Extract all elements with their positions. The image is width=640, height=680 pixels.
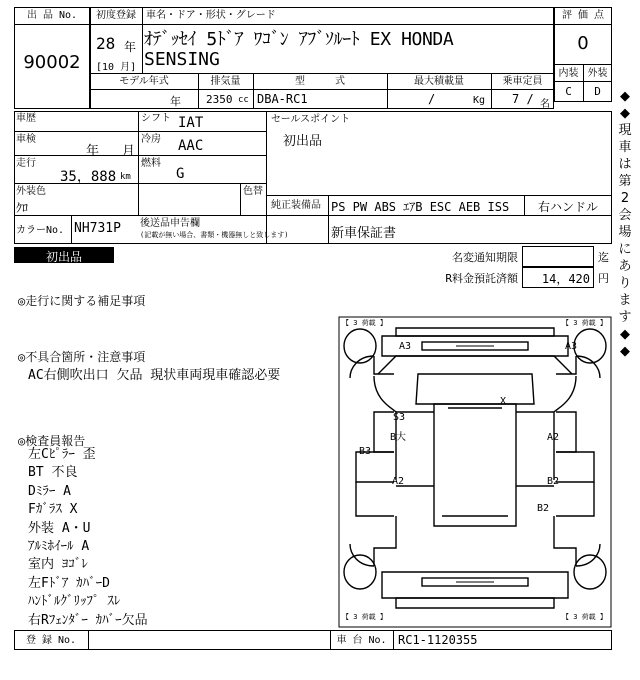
inspector-heading: ◎検査員報告 [18, 434, 86, 448]
lot-number: 90002 [23, 52, 81, 73]
car-damage-diagram [338, 316, 612, 628]
fuel-label: 燃料 [141, 158, 161, 169]
mileage-value: 35，888 [60, 169, 117, 185]
capacity-value: 7 / [512, 92, 534, 106]
load-label: 最大積載量 [414, 76, 464, 87]
shift-value: IAT [178, 115, 204, 131]
car-title-line1: ｵﾃﾞｯｾｲ 5ﾄﾞｱ ﾜｺﾞﾝ ｱﾌﾞｿﾙｰﾄ EX HONDA [144, 29, 454, 50]
list-item: 外装 A・U [28, 520, 91, 536]
reg-label: 初度登録 [96, 10, 136, 21]
list-item: 左Cﾋﾟﾗｰ 歪 [28, 447, 96, 462]
reg-month: [10 月] [96, 62, 137, 73]
reg-no-label: 登 録 No. [25, 635, 77, 646]
list-item: 室内 ﾖｺﾞﾚ [28, 557, 88, 573]
corner-label-bl: 【 3 荷載 】 [342, 613, 387, 621]
ext-color-value: ｸﾛ [16, 201, 29, 215]
title-deadline-label: 名変通知期限 [452, 251, 518, 264]
capacity-label: 乗車定員 [502, 76, 543, 87]
list-item: ｱﾙﾐﾎｲｰﾙ A [28, 539, 90, 555]
capacity-unit: 名 [540, 99, 550, 110]
exterior-value: D [594, 85, 601, 98]
type-label: 型 式 [295, 76, 345, 87]
chassis-value: RC1-1120355 [398, 633, 478, 647]
title-label: 車名・ドア・形状・グレード [146, 10, 276, 21]
reg-year: 28 [96, 34, 116, 53]
footer-box [14, 630, 612, 650]
exterior-label: 外装 [587, 68, 608, 79]
fuel-value: G [176, 166, 185, 182]
list-item: 右Rﾌｪﾝﾀﾞｰ ｶﾊﾞｰ欠品 [28, 612, 148, 628]
color-change-label: 色替 [243, 186, 263, 197]
model-year-label: モデル年式 [119, 76, 169, 87]
defect-heading: ◎不具合箇所・注意事項 [18, 350, 146, 364]
lot-label: 出 品 No. [26, 10, 78, 21]
color-no-value: NH731P [74, 221, 121, 236]
cc-label: 排気量 [210, 76, 241, 87]
corner-label-tl: 【 3 荷載 】 [342, 319, 387, 327]
interior-value: C [565, 85, 572, 98]
title-deadline-unit: 迄 [598, 251, 609, 264]
list-item: BT 不良 [28, 465, 78, 481]
list-item: Fｶﾞﾗｽ X [28, 502, 78, 518]
list-item: 左Fﾄﾞｱ ｶﾊﾞｰD [28, 575, 110, 591]
aftermarket-note: (記載が無い場合、書類・機器無しと致します) [140, 231, 289, 239]
mark-left-b3: B3 [359, 446, 372, 457]
mark-windshield: X [500, 396, 507, 407]
recycle-value: 14，420 [541, 272, 590, 286]
driving-heading: ◎走行に関する補足事項 [18, 294, 146, 308]
mark-left-a2: A2 [392, 476, 405, 487]
equipment-label: 純正装備品 [271, 200, 321, 211]
mark-b-large: B大 [390, 432, 407, 443]
list-item: Dﾐﾗｰ A [28, 483, 71, 499]
type-value: DBA-RC1 [257, 92, 308, 106]
color-no-label: カラーNo. [16, 225, 65, 236]
cc-value: 2350 [206, 93, 233, 106]
inspector-list [28, 446, 148, 630]
equipment-value: PS PW ABS ｴｱB ESC AEB ISS [331, 200, 510, 214]
inspect-year: 年 [86, 144, 100, 159]
title-deadline-box [522, 246, 594, 267]
mark-right-b2-low: B2 [537, 503, 550, 514]
cc-unit: cc [238, 95, 249, 105]
steering-value: 右ハンドル [537, 200, 598, 214]
side-banner: ◆ ◆ 現 車 は 第 2 会 場 に あ り ま す ◆ ◆ [618, 89, 632, 359]
mark-s3: S3 [393, 412, 406, 423]
recycle-unit: 円 [598, 272, 609, 285]
corner-label-br: 【 3 荷載 】 [562, 613, 607, 621]
ac-label: 冷房 [141, 134, 161, 145]
load-unit: Kg [473, 95, 486, 106]
ext-color-label: 外装色 [16, 186, 46, 197]
inspect-label: 車検 [16, 134, 36, 145]
sales-point-label: セールスポイント [271, 114, 351, 125]
recycle-label: R料金預託済額 [445, 272, 518, 285]
aftermarket-label: 後送品申告欄 [140, 218, 200, 229]
first-listing-label: 初出品 [45, 250, 82, 264]
mileage-unit: km [120, 172, 131, 182]
corner-label-tr: 【 3 荷載 】 [562, 319, 607, 327]
defect-text: AC右側吹出口 欠品 現状車両現車確認必要 [28, 368, 281, 383]
load-sep: / [428, 92, 436, 106]
list-item: ﾊﾝﾄﾞﾙｸﾞﾘｯﾌﾟ ｽﾚ [28, 594, 121, 610]
model-year-unit: 年 [170, 95, 181, 108]
mark-right-b2-mid: B2 [547, 476, 560, 487]
sales-point-value: 初出品 [283, 134, 323, 149]
mark-front-left: A3 [399, 341, 412, 352]
chassis-label: 車 台 No. [336, 635, 387, 646]
interior-label: 内装 [558, 68, 579, 79]
history-label: 車歴 [16, 113, 36, 124]
mark-right-a2-top: A2 [547, 432, 560, 443]
mark-front-right: A3 [565, 341, 578, 352]
inspect-month: 月 [122, 144, 136, 159]
shift-label: シフト [141, 113, 171, 124]
reg-year-unit: 年 [124, 40, 137, 54]
car-title-line2: SENSING [144, 49, 220, 70]
ac-value: AAC [178, 138, 204, 154]
warranty-value: 新車保証書 [331, 226, 397, 241]
mileage-label: 走行 [16, 158, 36, 169]
score-label: 評 価 点 [561, 10, 605, 21]
score-value: 0 [577, 33, 589, 54]
